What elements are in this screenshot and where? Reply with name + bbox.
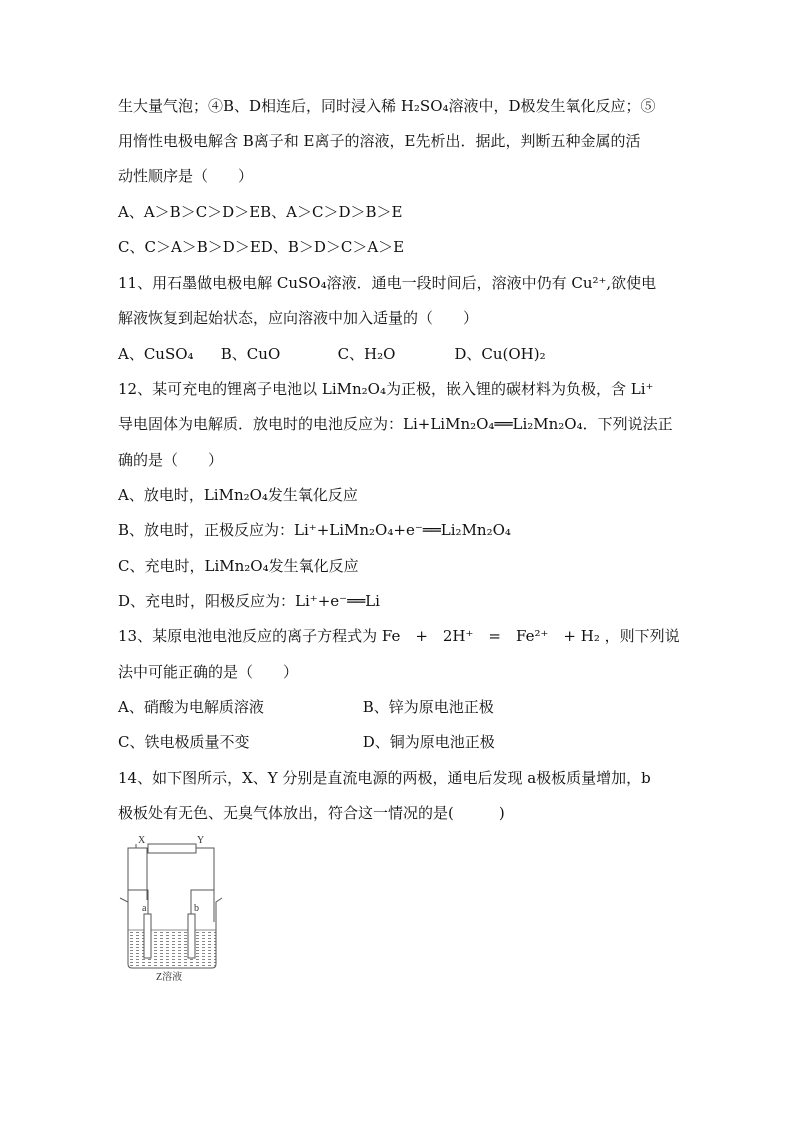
label-x: X [138,835,146,846]
q11-text-line-2: 解液恢复到起始状态，应向溶液中加入适量的（ ） [118,309,479,327]
q10-text-line-2: 用惰性电极电解含 B离子和 E离子的溶液，E先析出．据此，判断五种金属的活 [118,132,641,150]
q10-options-cd: C、C＞A＞B＞D＞ED、B＞D＞C＞A＞E [118,238,405,256]
q12-option-d: D、充电时，阳极反应为：Li⁺+e⁻══Li [118,592,380,610]
q11-option-d: D、Cu(OH)₂ [454,345,546,363]
caption-z-solution: Z溶液 [156,972,183,982]
q12-option-c: C、充电时，LiMn₂O₄发生氧化反应 [118,557,359,575]
solution-fill [129,930,216,968]
q11-option-b: B、CuO [220,345,281,363]
q13-text-line-2: 法中可能正确的是（ ） [118,663,299,681]
q13-option-b: B、锌为原电池正极 [362,698,494,716]
q13-options-row-2 [118,732,495,752]
power-supply-box [148,844,196,853]
q10-text-line-1: 生大量气泡；④B、D相连后，同时浸入稀 H₂SO₄溶液中，D极发生氧化反应；⑤ [118,97,656,115]
label-a: a [142,903,147,914]
label-b: b [194,903,199,914]
q12-option-a: A、放电时，LiMn₂O₄发生氧化反应 [118,486,358,504]
electrolysis-diagram [118,832,226,982]
electrode-a [144,914,151,958]
q14-text-line-1: 14、如下图所示，X、Y 分别是直流电源的两极，通电后发现 a极板质量增加，b [118,769,651,787]
q13-option-a: A、硝酸为电解质溶液 [118,698,264,716]
q13-options-row-1 [118,697,494,717]
q12-text-line-3: 确的是（ ） [118,451,224,469]
q13-option-d: D、铜为原电池正极 [362,733,495,751]
label-y: Y [197,835,205,846]
q12-text-line-1: 12、某可充电的锂离子电池以 LiMn₂O₄为正极，嵌入锂的碳材料为负极，含 Li⁺ [118,380,654,398]
q10-text-line-3: 动性顺序是（ ） [118,167,254,185]
q14-text-line-2: 极板处有无色、无臭气体放出，符合这一情况的是( ) [118,804,505,822]
q12-option-b: B、放电时，正极反应为：Li⁺+LiMn₂O₄+e⁻══Li₂Mn₂O₄ [118,521,511,539]
q12-text-line-2: 导电固体为电解质．放电时的电池反应为：Li+LiMn₂O₄══Li₂Mn₂O₄．下列说法正 [118,415,673,433]
q11-options [118,344,546,364]
q10-options-ab: A、A＞B＞C＞D＞EB、A＞C＞D＞B＞E [118,203,403,221]
q11-text-line-1: 11、用石墨做电极电解 CuSO₄溶液．通电一段时间后，溶液中仍有 Cu²⁺,欲使电 [118,274,657,292]
wire-left [136,844,147,900]
q11-option-c: C、H₂O [337,345,396,363]
q13-option-c: C、铁电极质量不变 [118,733,250,751]
q13-text-line-1: 13、某原电池电池反应的离子方程式为 Fe + 2H⁺ = Fe²⁺ + H₂ ，则下列说 [118,627,680,645]
q11-option-a: A、CuSO₄ [118,345,194,363]
electrode-b [188,914,195,958]
